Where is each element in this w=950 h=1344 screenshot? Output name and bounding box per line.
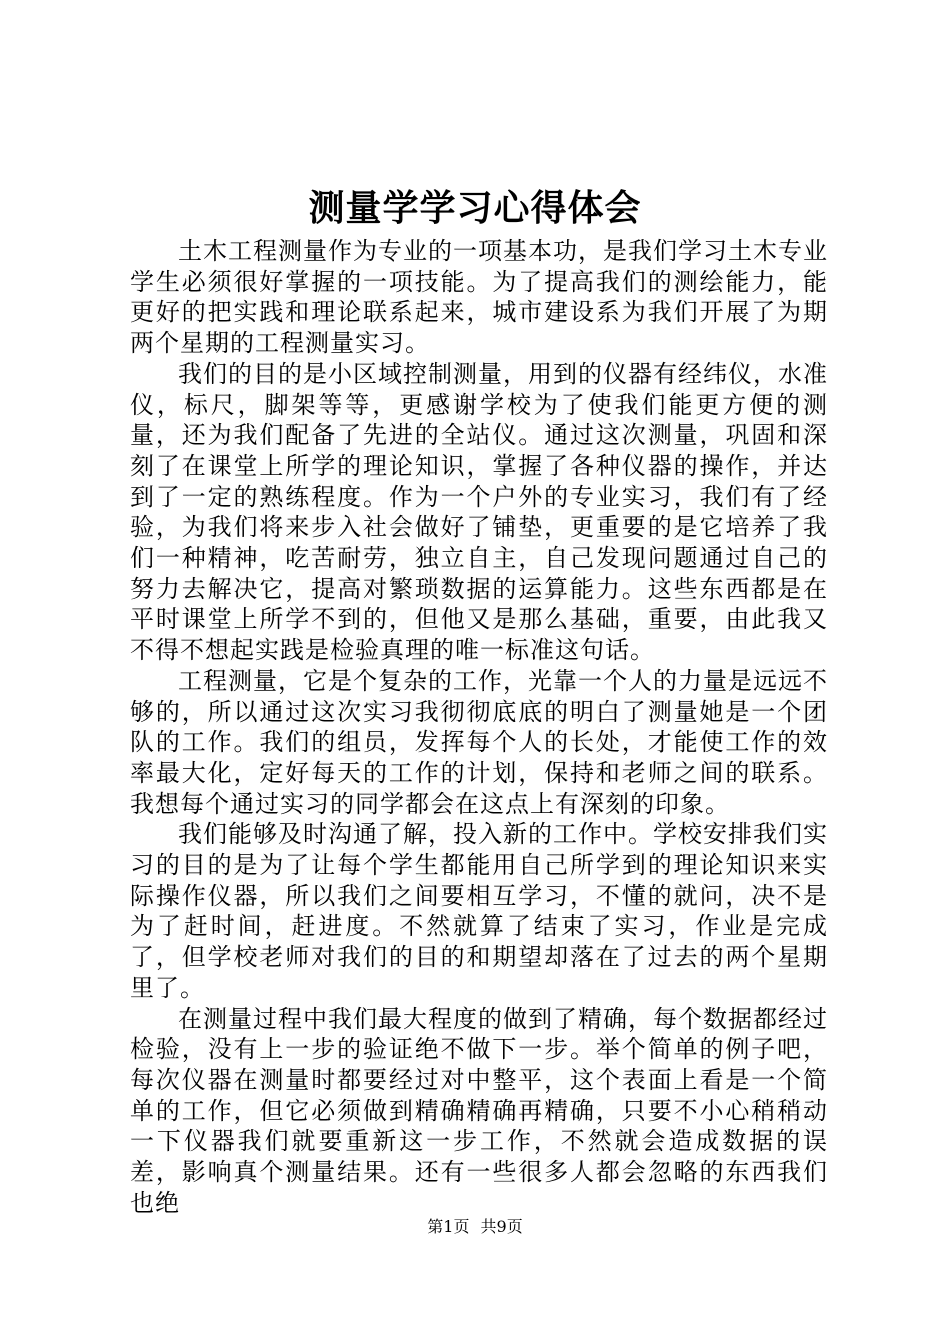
document-body <box>130 236 828 1219</box>
paragraph: 工程测量，它是个复杂的工作，光靠一个人的力量是远远不够的，所以通过这次实习我彻彻底底的明白了测量她是一个团队的工作。我们的组员，发挥每个人的长处，才能使工作的效率最大化，定好每天的工作的计划，保持和老师之间的联系。我想每个通过实习的同学都会在这点上有深刻的印象。 <box>130 666 828 818</box>
page-number: 第1页 <box>427 1217 470 1236</box>
paragraph: 土木工程测量作为专业的一项基本功，是我们学习土木专业学生必须很好掌握的一项技能。为了提高我们的测绘能力，能更好的把实践和理论联系起来，城市建设系为我们开展了为期两个星期的工程测量实习。 <box>130 237 828 358</box>
paragraph: 我们的目的是小区域控制测量，用到的仪器有经纬仪，水准仪，标尺，脚架等等，更感谢学校为了使我们能更方便的测量，还为我们配备了先进的全站仪。通过这次测量，巩固和深刻了在课堂上所学的理论知识，掌握了各种仪器的操作，并达到了一定的熟练程度。作为一个户外的专业实习，我们有了经验，为我们将来步入社会做好了铺垫，更重要的是它培养了我们一种精神，吃苦耐劳，独立自主，自己发现问题通过自己的努力去解决它，提高对繁琐数据的运算能力。这些东西都是在平时课堂上所学不到的，但他又是那么基础，重要，由此我又不得不想起实践是检验真理的唯一标准这句话。 <box>130 359 828 665</box>
page-title: 测量学学习心得体会 <box>308 187 642 229</box>
paragraph: 我们能够及时沟通了解，投入新的工作中。学校安排我们实习的目的是为了让每个学生都能用自己所学到的理论知识来实际操作仪器，所以我们之间要相互学习，不懂的就问，决不是为了赶时间，赶进度。不然就算了结束了实习，作业是完成了，但学校老师对我们的目的和期望却落在了过去的两个星期里了。 <box>130 820 828 1002</box>
paragraph: 在测量过程中我们最大程度的做到了精确，每个数据都经过检验，没有上一步的验证绝不做下一步。举个简单的例子吧，每次仪器在测量时都要经过对中整平，这个表面上看是一个简单的工作，但它必须做到精确精确再精确，只要不小心稍稍动一下仪器我们就要重新这一步工作，不然就会造成数据的误差，影响真个测量结果。还有一些很多人都会忽略的东西我们也绝 <box>130 1004 828 1217</box>
page-footer <box>0 1216 950 1238</box>
page-total: 共9页 <box>480 1217 523 1236</box>
